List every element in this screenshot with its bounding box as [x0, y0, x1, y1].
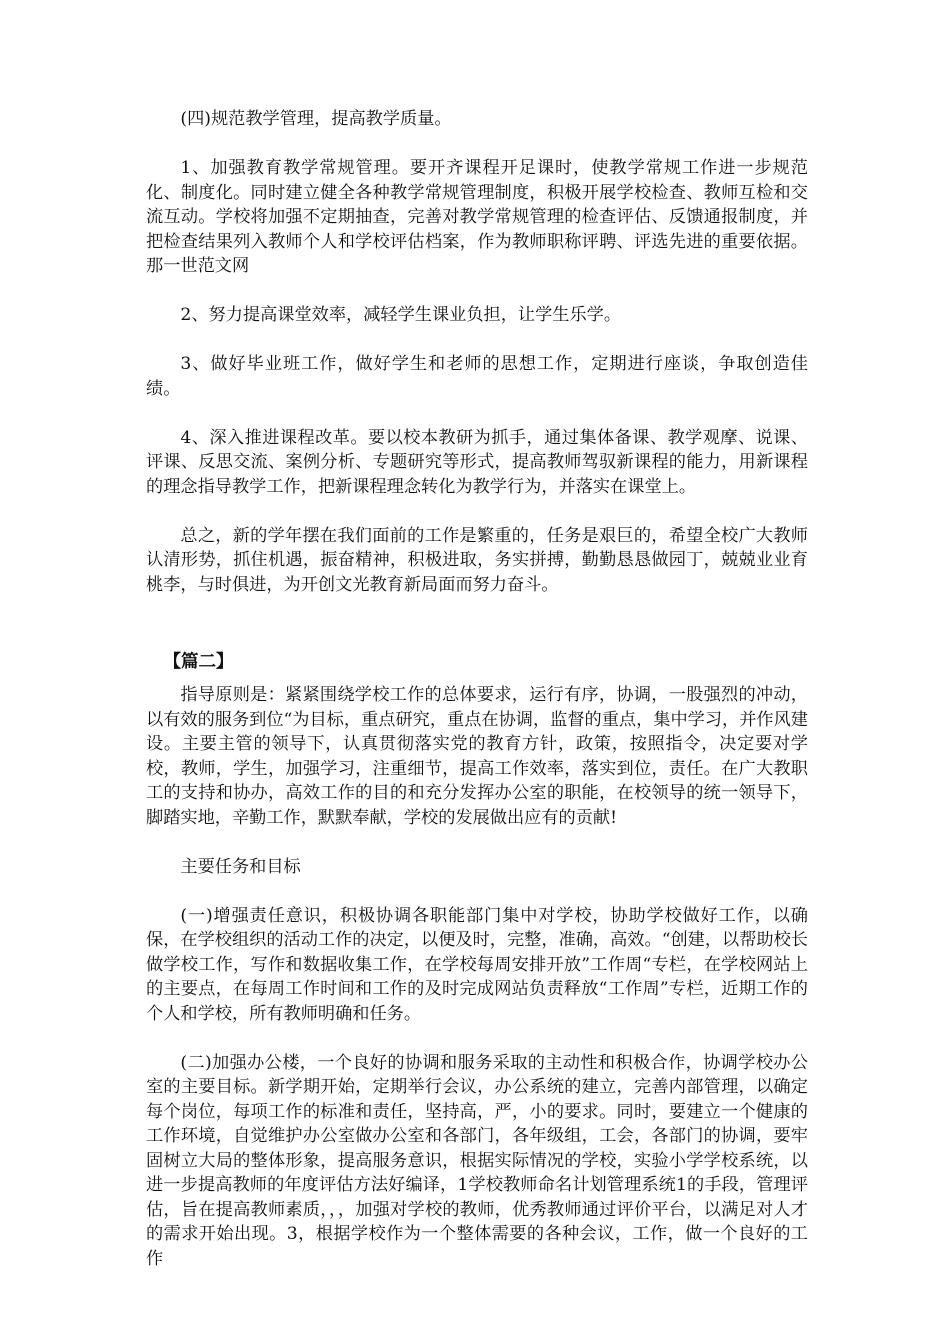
paragraph-task-one: (一)增强责任意识，积极协调各职能部门集中对学校，协助学校做好工作，以确保，在学校组织的活动工作的决定，以便及时，完整，准确，高效。“创建，以帮助校长做学校工作，写作和数据收集工作，在学校每周安排开放”工作周“专栏，在学校网站上的主要点，在每周工作时间和工作的及时完成网站负责释放“工作周”专栏，近期工作的个人和学校，所有教师明确和任务。	[146, 905, 808, 1024]
paragraph-item-1: 1、加强教育教学常规管理。要开齐课程开足课时，使教学常规工作进一步规范化、制度化。同时建立健全各种教学常规管理制度，积极开展学校检查、教师互检和交流互动。学校将加强不定期抽查，完善对教学常规管理的检查评估、反馈通报制度，并把检查结果列入教师个人和学校评估档案，作为教师职称评聘、评选先进的重要依据。那一世范文网	[146, 158, 808, 276]
paragraph-item-2: 2、努力提高课堂效率，减轻学生课业负担，让学生乐学。	[180, 305, 622, 325]
paragraph-task-two: (二)加强办公楼，一个良好的协调和服务采取的主动性和积极合作，协调学校办公室的主要目标。新学期开始，定期举行会议，办公系统的建立，完善内部管理，以确定每个岗位，每项工作的标准和责任，坚持高，严，小的要求。同时，要建立一个健康的工作环境，自觉维护办公室做办公室和各部门，各年级组，工会，各部门的协调，要牢固树立大局的整体形象，提高服务意识，根据实际情况的学校，实验小学学校系统，以进一步提高教师的年度评估方法好编译，1学校教师命名计划管理系统1的手段，管理评估，旨在提高教师素质，，，加强对学校的教师，优秀教师通过评价平台，以满足对人才的需求开始出现。3，根据学校作为一个整体需要的各种会议，工作，做一个良好的工作	[146, 1052, 808, 1269]
paragraph-guiding-principle: 指导原则是：紧紧围绕学校工作的总体要求，运行有序，协调，一股强烈的冲动，以有效的服务到位“为目标，重点研究，重点在协调，监督的重点，集中学习，并作风建设。主要主管的领导下，认真贯彻落实党的教育方针，政策，按照指令，决定要对学校，教师，学生，加强学习，注重细节，提高工作效率，落实到位，责任。在广大教职工的支持和协办，高效工作的目的和充分发挥办公室的职能，在校领导的统一领导下，脚踏实地，辛勤工作，默默奉献，学校的发展做出应有的贡献!	[146, 685, 808, 828]
paragraph-summary: 总之，新的学年摆在我们面前的工作是繁重的，任务是艰巨的，希望全校广大教师认清形势，抓住机遇，振奋精神，积极进取，务实拼搏，勤勤恳恳做园丁，兢兢业业育桃李，与时俱进，为开创文光教育新局面而努力奋斗。	[146, 525, 808, 595]
paragraph-section-four: (四)规范教学管理，提高教学质量。	[180, 109, 452, 129]
paragraph-main-tasks-title: 主要任务和目标	[180, 856, 301, 877]
section-heading-part-two: 【篇二】	[163, 652, 234, 672]
document-page	[146, 107, 808, 1271]
paragraph-item-3: 3、做好毕业班工作，做好学生和老师的思想工作，定期进行座谈，争取创造佳绩。	[146, 354, 808, 399]
paragraph-item-4: 4、深入推进课程改革。要以校本教研为抓手，通过集体备课、教学观摩、说课、评课、反思交流、案例分析、专题研究等形式，提高教师驾驭新课程的能力，用新课程的理念指导教学工作，把新课程理念转化为教学行为，并落实在课堂上。	[146, 427, 808, 497]
